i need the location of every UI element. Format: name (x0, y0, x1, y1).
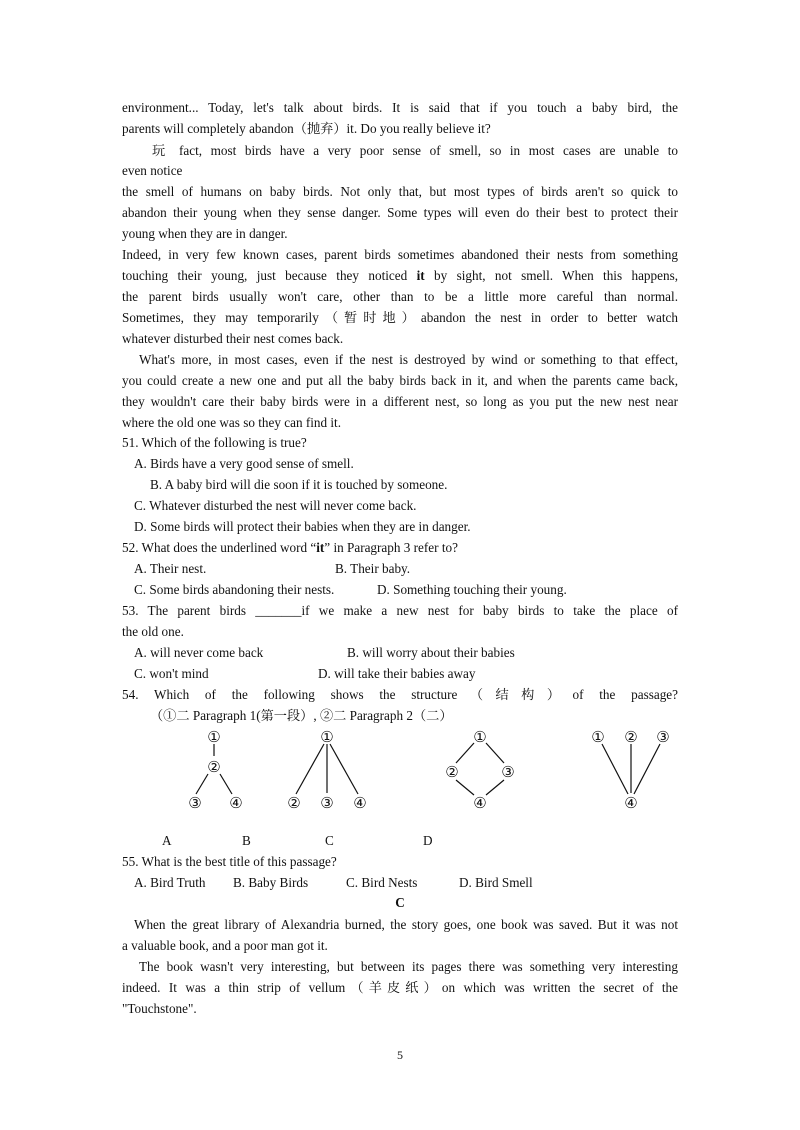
q53-stem-line1: 53. The parent birds _______if we make a new nest for baby birds to take the place of (122, 603, 678, 618)
q55-option-d[interactable]: D. Bird Smell (459, 875, 533, 890)
q55-option-c[interactable]: C. Bird Nests (346, 875, 418, 890)
q52-option-d[interactable]: D. Something touching their young. (377, 582, 567, 597)
diagram-a-circle-2: ② (207, 758, 221, 776)
passage-b-p4-line3: they wouldn't care their baby birds were in a different nest, so long as you put the new nest near (122, 394, 678, 409)
q51-option-b[interactable]: B. A baby bird will die soon if it is touched by someone. (150, 477, 448, 492)
passage-b-p1-line1: environment... Today, let's talk about birds. It is said that if you touch a baby bird, the (122, 100, 678, 115)
q55-stem: 55. What is the best title of this passage? (122, 854, 337, 869)
diagram-a-circle-1: ① (207, 728, 221, 746)
passage-b-p3-line3: the parent birds usually won't care, other than to be a little more careful than normal. (122, 289, 678, 304)
q55-option-a[interactable]: A. Bird Truth (134, 875, 206, 890)
passage-b-p2-line3: the smell of humans on baby birds. Not only that, but most types of birds aren't so quick to (122, 184, 678, 199)
passage-c-p1-line1: When the great library of Alexandria burned, the story goes, one book was saved. But it was not (134, 917, 678, 932)
passage-b-p2-line4: abandon their young when they sense danger. Some types will even do their best to protect their (122, 205, 678, 220)
q55-option-b[interactable]: B. Baby Birds (233, 875, 309, 890)
q54-option-b[interactable]: B (242, 833, 251, 848)
passage-b-p4-line1: What's more, in most cases, even if the nest is destroyed by wind or something to that effect, (139, 352, 678, 367)
q53-option-a[interactable]: A. will never come back (134, 645, 264, 660)
diagram-b-circle-3: ③ (320, 794, 334, 812)
diagram-d-circle-4: ④ (624, 794, 638, 812)
diagram-c-circle-3: ③ (501, 763, 515, 781)
underlined-word-it: it (416, 268, 425, 283)
passage-c-p2-line2: indeed. It was a thin strip of vellum（羊皮纸）on which was written the secret of the (122, 980, 678, 995)
passage-b-p3-line1: Indeed, in very few known cases, parent birds sometimes abandoned their nests from something (122, 247, 678, 262)
passage-c-p2-line1: The book wasn't very interesting, but between its pages there was something very interesting (139, 959, 678, 974)
q54-option-a[interactable]: A (162, 833, 172, 848)
diagram-c-circle-1: ① (473, 728, 487, 746)
q53-option-d[interactable]: D. will take their babies away (318, 666, 476, 681)
passage-c-p1-line2: a valuable book, and a poor man got it. (122, 938, 328, 953)
q53-option-c[interactable]: C. won't mind (134, 666, 209, 681)
passage-b-p1-line2: parents will completely abandon（抛弃）it. Do you really believe it? (122, 121, 491, 136)
q51-stem: 51. Which of the following is true? (122, 435, 307, 450)
passage-b-p2-line5: young when they are in danger. (122, 226, 288, 241)
passage-c-p2-line3: "Touchstone". (122, 1001, 197, 1016)
passage-b-p3-line2: touching their young, just because they noticed it by sight, not smell. When this happens, (122, 268, 678, 283)
passage-b-p2-line1: 玩 fact, most birds have a very poor sense of smell, so in most cases are unable to (152, 143, 678, 158)
passage-c-heading: C (395, 895, 405, 910)
q52-option-b[interactable]: B. Their baby. (335, 561, 411, 576)
q51-option-d[interactable]: D. Some birds will protect their babies when they are in danger. (134, 519, 471, 534)
q54-option-c[interactable]: C (325, 833, 334, 848)
structure-diagrams (150, 722, 680, 822)
passage-b-p2-line2: even notice (122, 163, 183, 178)
diagram-b-circle-2: ② (287, 794, 301, 812)
passage-b-p3-line4: Sometimes, they may temporarily（暂时地）abandon the nest in order to better watch (122, 310, 678, 325)
diagram-d-circle-2: ② (624, 728, 638, 746)
q51-option-a[interactable]: A. Birds have a very good sense of smell. (134, 456, 354, 471)
q53-stem-line2: the old one. (122, 624, 184, 639)
diagram-a-circle-4: ④ (229, 794, 243, 812)
passage-b-p3-line5: whatever disturbed their nest comes back. (122, 331, 344, 346)
diagram-b-circle-1: ① (320, 728, 334, 746)
q54-stem: 54. Which of the following shows the structure（结构）of the passage? (122, 687, 678, 702)
diagram-a-circle-3: ③ (188, 794, 202, 812)
diagram-d-circle-1: ① (591, 728, 605, 746)
diagram-c-circle-2: ② (445, 763, 459, 781)
q52-option-c[interactable]: C. Some birds abandoning their nests. (134, 582, 335, 597)
q52-stem: 52. What does the underlined word “it” in Paragraph 3 refer to? (122, 540, 458, 555)
q54-note: （①二 Paragraph 1(第一段）, ②二 Paragraph 2（二） (150, 708, 453, 723)
q51-option-c[interactable]: C. Whatever disturbed the nest will never come back. (134, 498, 417, 513)
q52-option-a[interactable]: A. Their nest. (134, 561, 207, 576)
passage-b-p4-line2: you could create a new one and put all the baby birds back in it, and when the parents came back, (122, 373, 678, 388)
diagram-b-circle-4: ④ (353, 794, 367, 812)
passage-b-p4-line4: where the old one was so they can find it. (122, 415, 341, 430)
q54-option-d[interactable]: D (423, 833, 433, 848)
q53-option-b[interactable]: B. will worry about their babies (347, 645, 515, 660)
page-number: 5 (397, 1048, 403, 1062)
diagram-c-circle-4: ④ (473, 794, 487, 812)
diagram-d-circle-3: ③ (656, 728, 670, 746)
